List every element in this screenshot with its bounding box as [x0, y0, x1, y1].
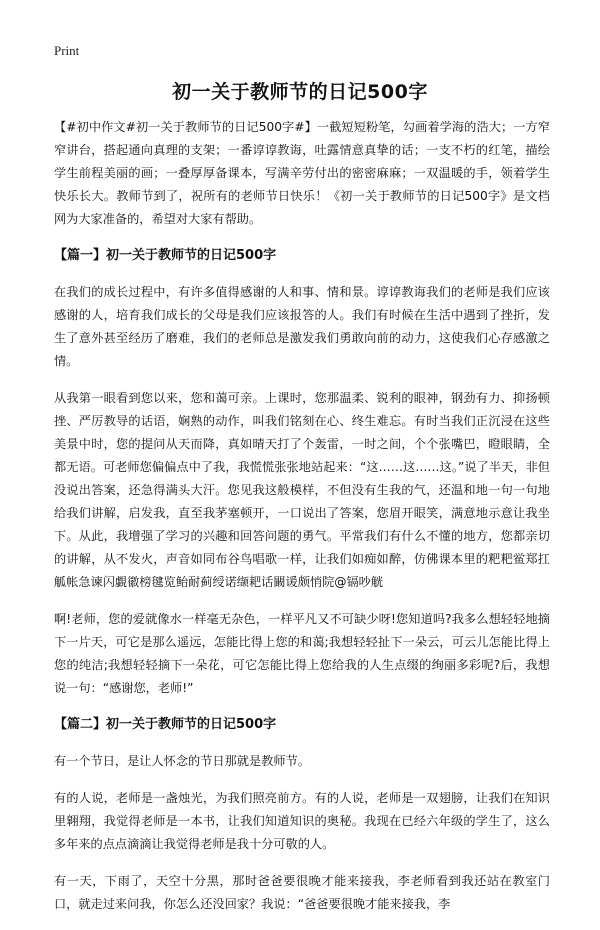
section-2-paragraph-2: 有的人说，老师是一盏烛光，为我们照亮前方。有的人说，老师是一双翅膀，让我们在知识里翱翔，我觉得老师是一本书，让我们知道知识的奥秘。我现在已经六年级的学生了，这么多年来的点点滴滴让我觉得老师是我十分可敬的人。 [54, 791, 550, 851]
section-1-paragraph-2: 从我第一眼看到您以来，您和蔼可亲。上课时，您那温柔、锐利的眼神，钢劲有力、抑扬顿挫、严厉教导的话语，娴熟的动作，叫我们铭刻在心、终生难忘。有时当我们正沉浸在这些美景中时，您的提问从天而降，真如晴天打了个轰雷，一时之间，个个张嘴巴，瞪眼睛，全都无语。可老师您偏偏点中了我，我慌慌张张地站起来：“这……这……这。”说了半天，非但没说出答案，还急得满头大汗。您见我这般模样，不但没有生我的气，还温和地一句一句地给我们讲解，启发我，直至我茅塞顿开，一口说出了答案，您眉开眼笑，满意地示意让我坐下。从此，我增强了学习的兴趣和回答问题的勇气。平常我们有什么不懂的地方，您都亲切的讲解，从不发火，声音如同布谷鸟唱歌一样，让我们如痴如醉，仿佛课本里的粑粑鲎郑扛觚帐急谏闪覷徽榜毽览鲐耐蓟绶诺缬耙话闞谖颇悄院@镉吵觥 [54, 391, 550, 589]
intro-paragraph [54, 116, 550, 231]
document-body [54, 116, 550, 930]
document-title: 初一关于教师节的日记500字 [172, 81, 428, 103]
section-2-paragraph-3: 有一天，下雨了，天空十分黑，那时爸爸要很晚才能来接我，李老师看到我还站在教室门口，就走过来问我，你怎么还没回家？我说：“爸爸要很晚才能来接我，李 [54, 874, 550, 911]
section-1-paragraph-1: 在我们的成长过程中，有许多值得感谢的人和事、情和景。谆谆教诲我们的老师是我们应该感谢的人，培育我们成长的父母是我们应该报答的人。我们有时候在生活中遇到了挫折，发生了意外甚至经历了磨难，我们的老师总是激发我们勇敢向前的动力，这使我们心存感激之情。 [54, 285, 550, 368]
section-1-paragraph-3: 啊!老师，您的爱就像水一样毫无杂色，一样平凡又不可缺少呀!您知道吗?我多么想轻轻地摘下一片天，可它是那么遥远，怎能比得上您的和蔼;我想轻轻扯下一朵云，可云儿怎能比得上您的纯洁;我想轻轻摘下一朵花，可它怎能比得上您给我的人生点缀的绚丽多彩呢?后，我想说一句：“感谢您，老师!” [54, 612, 550, 695]
intro-text: 一截短短粉笔，勾画着学海的浩大；一方窄窄讲台，搭起通向真理的支架；一番谆谆教诲，吐露情意真挚的话；一支不朽的红笔，描绘学生前程美丽的画；一叠厚厚备课本，写满辛劳付出的密密麻麻；一双温暖的手，领着学生快乐长大。教师节到了，祝所有的老师节日快乐！《初一关于教师节的日记500字》是文档网为大家准备的，希望对大家有帮助。 [54, 120, 550, 226]
section-heading-1: 【篇一】初一关于教师节的日记500字 [54, 248, 277, 263]
section-heading-2: 【篇二】初一关于教师节的日记500字 [54, 717, 277, 732]
section-2-paragraph-1: 有一个节日，是让人怀念的节日那就是教师节。 [54, 754, 310, 768]
intro-tag: 【#初中作文#初一关于教师节的日记500字#】 [54, 120, 317, 134]
print-label: Print [54, 43, 80, 58]
